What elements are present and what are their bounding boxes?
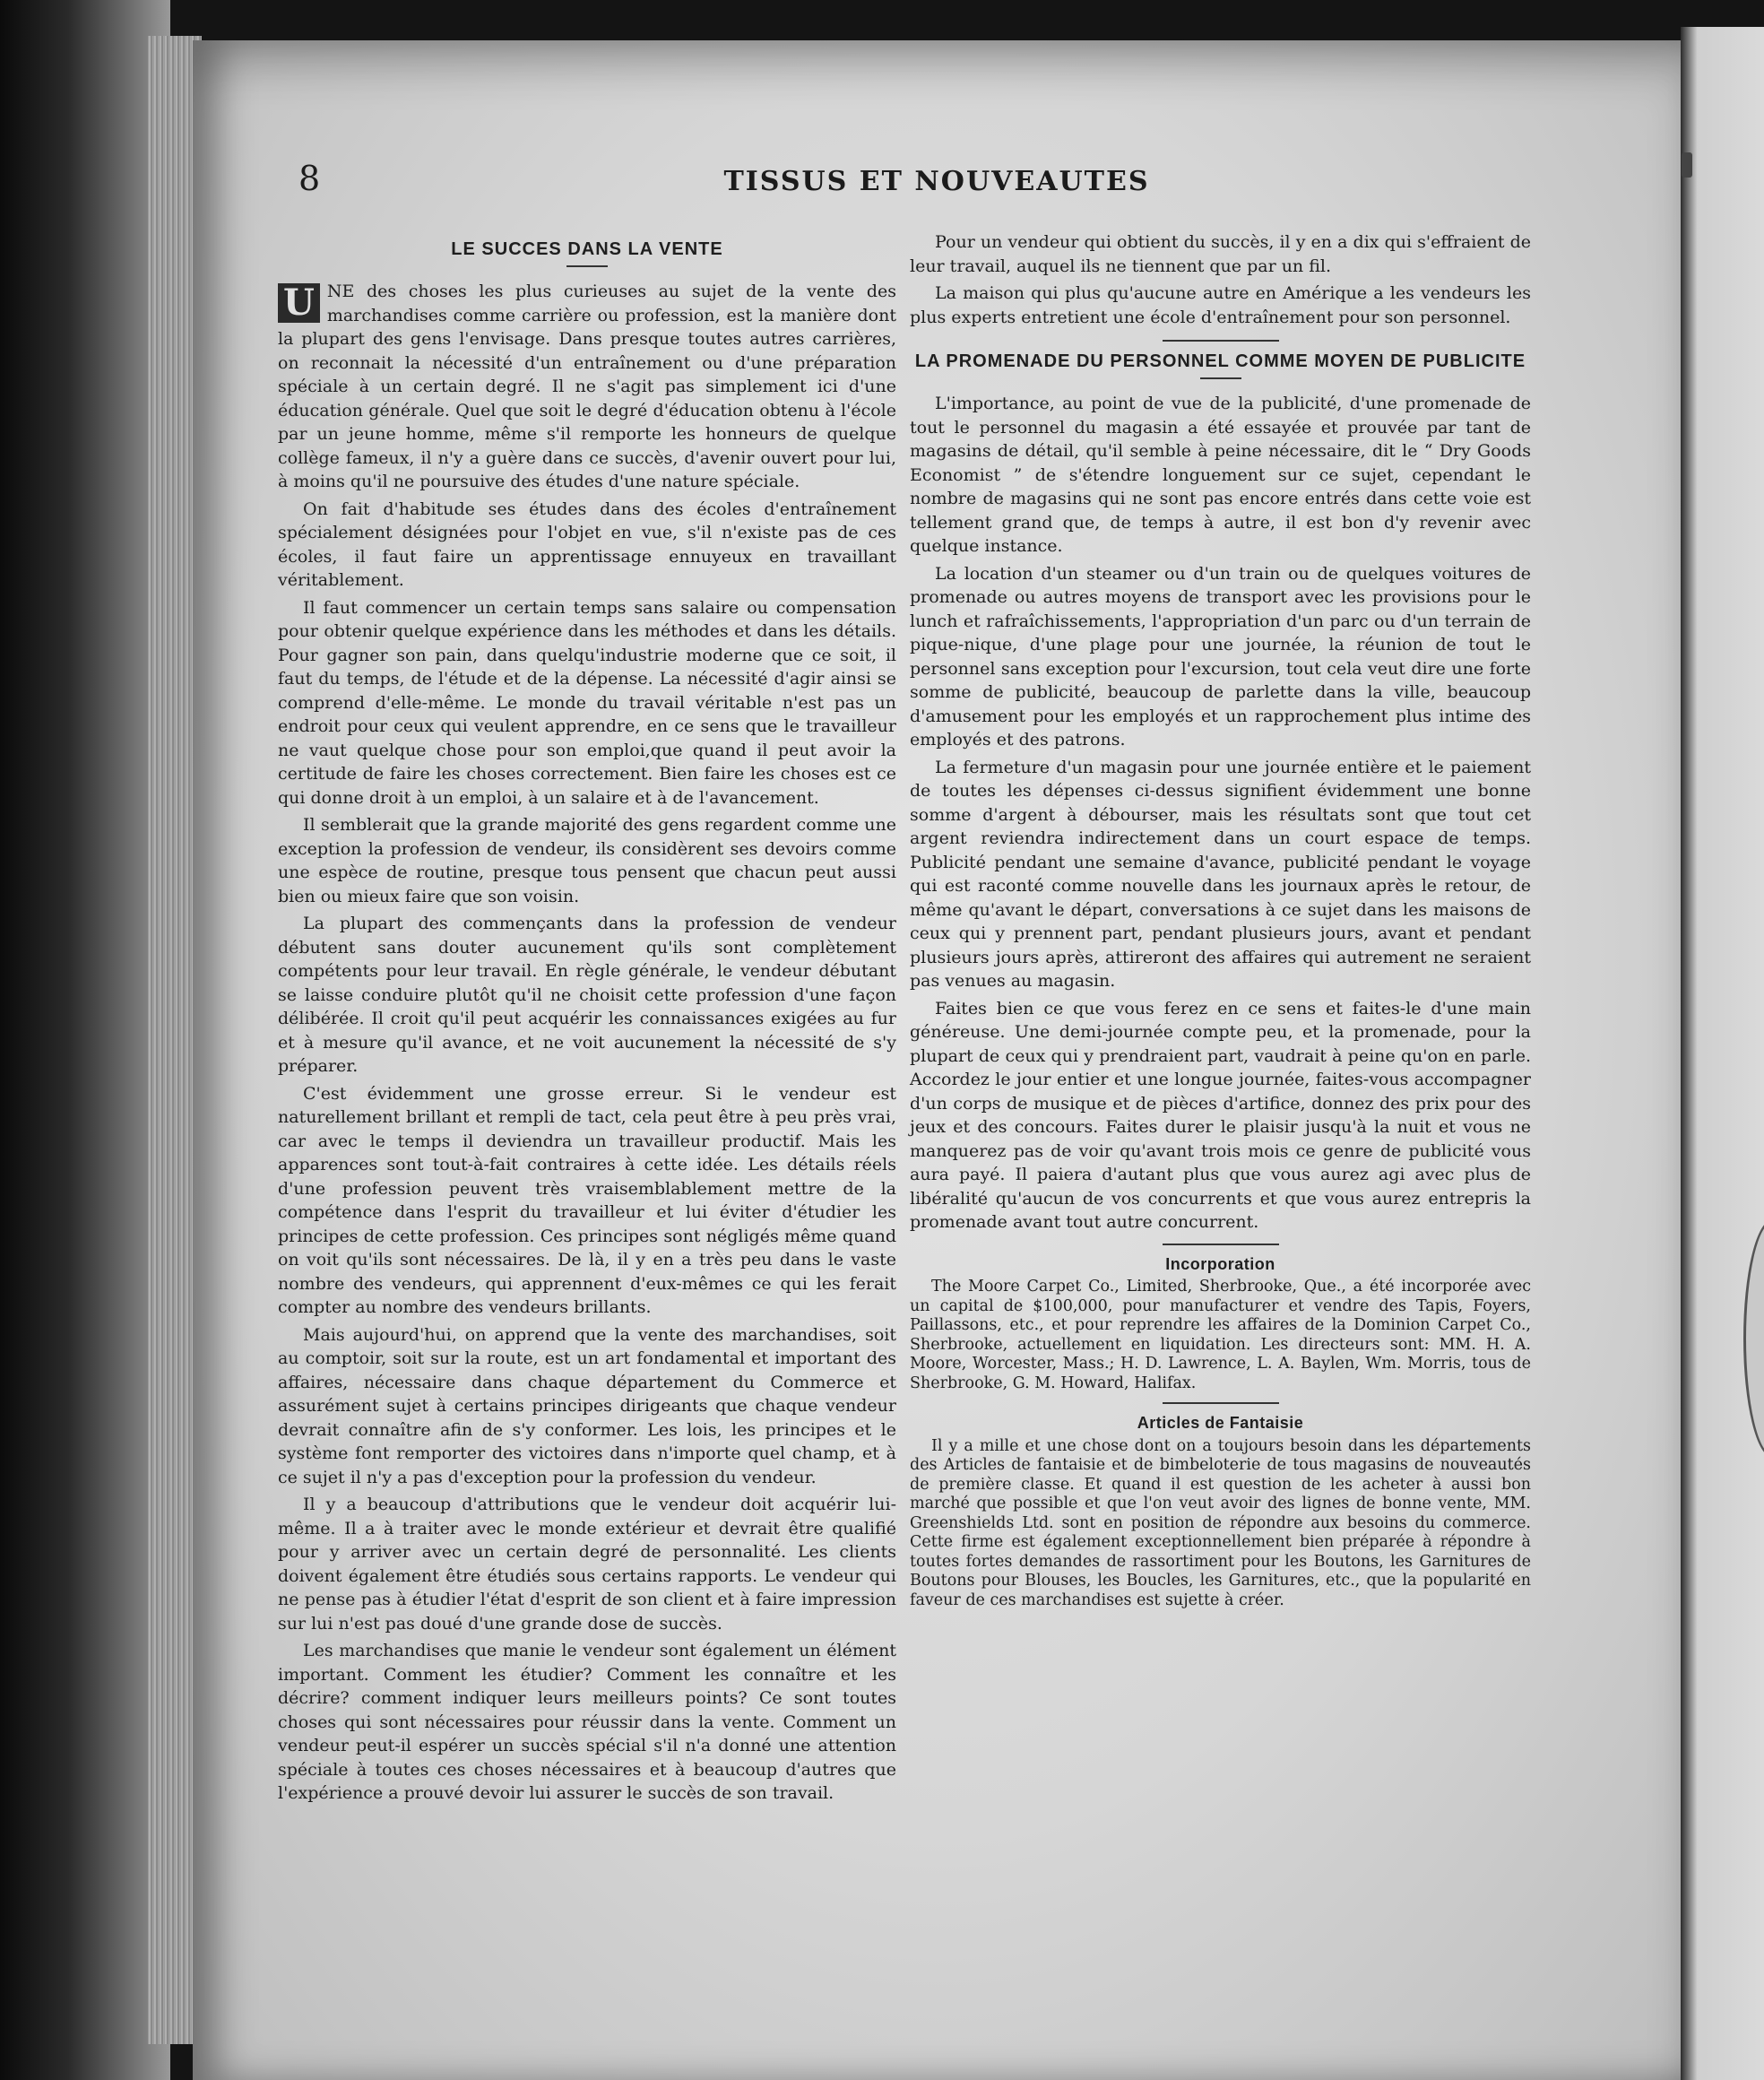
book-binding bbox=[0, 0, 170, 2080]
article-paragraph: C'est évidemment une grosse erreur. Si le vendeur est naturellement brillant et rempli de tact, cela peut être à peu près vrai, car avec le temps il deviendra un travailleur productif. Mais les apparences sont tout-à-fait contraires à cette idée. Les détails réels d'une profession peuvent très vraisemblablement mettre de la compétence dans l'esprit du travailleur et lui éviter d'étudier les principes de cette profession. Ces principes sont négligés même quand on voit qu'ils sont nécessaires. De là, il y en a très peu dans le vaste nombre des vendeurs, qui apprennent d'eux-mêmes ce qui les ferait compter au nombre des vendeurs brillants. bbox=[278, 1083, 896, 1317]
page-number: 8 bbox=[298, 159, 321, 198]
article-paragraph: Mais aujourd'hui, on apprend que la vente des marchandises, soit au comptoir, soit sur la route, est un art fondamental et important des affaires, nécessaire dans chaque département du Commerce et assurément sujet à certains principes dirigeants que chaque vendeur devrait connaître afin de s'y conformer. Les lois, les principes et le système font remporter des victoires dans n'importe quel champ, et à ce sujet il n'y a pas d'exception pour la profession du vendeur. bbox=[278, 1324, 896, 1487]
running-title: TISSUS ET NOUVEAUTES bbox=[723, 166, 1150, 197]
article-paragraph-continued: Les marchandises que manie le vendeur sont également un élément important. Comment les étudier? Comment les connaître et les décrire? comment indiquer leurs meilleurs points? Ce sont toutes choses qui sont nécessaires pour réussir dans la vente. Comment un vendeur peut-il espérer un succès spécial s'il n'a donné une attention spéciale à toutes ces choses nécessaires et à beaucoup d'autres que l'expérience a prouvé devoir lui assurer le succès de son travail. bbox=[278, 1641, 896, 1803]
article-paragraph: U NE des choses les plus curieuses au sujet de la vente des marchandises comme carrière ou profession, est la manière dont la plupart des gens l'envisage. Dans presque toutes autres carrières, on reconnait la nécessité d'un entraînement ou d'une préparation spéciale à un certain degré. Il ne s'agit pas simplement ici d'une éducation générale. Quel que soit le degré d'éducation obtenu à l'école par un jeune homme, même s'il remporte les honneurs de quelque collège fameux, il n'y a guère dans ce succès, d'avenir ouvert pour lui, à moins qu'il ne poursuive des études d'une nature spéciale. bbox=[278, 282, 896, 491]
article-paragraph: The Moore Carpet Co., Limited, Sherbrooke, Que., a été incorporée avec un capital de $100,000, pour manufacturer et vendre des Tapis, Foyers, Paillassons, etc., et pour reprendre les affaires de la Dominion Carpet Co., Sherbrooke, actuellement en liquidation. Les directeurs sont: MM. H. A. Moore, Worcester, Mass.; H. D. Lawrence, L. A. Baylen, Wm. Morris, tous de Sherbrooke, G. M. Howard, Halifax. bbox=[910, 1278, 1531, 1392]
article-title-fantaisie: Articles de Fantaisie bbox=[1137, 1414, 1304, 1432]
incorporation-notice bbox=[910, 1278, 1531, 1393]
article-title-promenade: LA PROMENADE DU PERSONNEL COMME MOYEN DE PUBLICITE bbox=[914, 351, 1526, 371]
article-paragraph: Il y a mille et une chose dont on a toujours besoin dans les départements des Articles de fantaisie et de bimbeloterie de tous magasins de nouveautés de première classe. Et quand il est question de les acheter à aussi bon marché que possible et que l'on veut avoir des lignes de bonne vente, MM. Greenshields Ltd. sont en position de répondre aux besoins du commerce. Cette firme est également exceptionnellement bien préparée à répondre à toutes fortes demandes de rassortiment pour les Boutons, les Garnitures de Boutons pour Blouses, les Boucles, les Garnitures, etc., que la popularité en faveur de ces marchandises est sujette à créer. bbox=[910, 1436, 1531, 1609]
title-rule bbox=[1200, 377, 1241, 379]
left-column bbox=[278, 233, 896, 1809]
article-paragraph: Pour un vendeur qui obtient du succès, il y en a dix qui s'effraient de leur travail, auquel ils ne tiennent que par un fil. bbox=[910, 232, 1531, 276]
section-rule bbox=[1163, 340, 1279, 342]
magazine-page bbox=[193, 40, 1681, 2080]
section-rule bbox=[1163, 1244, 1279, 1245]
article-paragraph: L'importance, au point de vue de la publicité, d'une promenade de tout le personnel du magasin a été essayée et prouvée par tant de magasins de détail, qu'il semble à peine nécessaire, dit le “ Dry Goods Economist ” de s'étendre longuement sur ce sujet, cependant le nombre de magasins qui ne sont pas encore entrés dans cette voie est tellement grand que, de temps à autre, il est bon d'y revenir avec quelque instance. bbox=[910, 394, 1531, 556]
adjacent-page-mark bbox=[1682, 152, 1692, 178]
title-rule bbox=[566, 265, 608, 267]
article-paragraph: La plupart des commençants dans la profession de vendeur débutent sans douter aucunement qu'ils sont complètement compétents pour leur travail. En règle générale, le vendeur débutant se laisse conduire plutôt qu'il ne choisit cette profession d'une façon délibérée. Il croit qu'il peut acquérir les connaissances exigées au fur et à mesure qu'il avance, et ne voit aucunement la nécessité de s'y préparer. bbox=[278, 914, 896, 1076]
article-paragraph: Faites bien ce que vous ferez en ce sens et faites-le d'une main généreuse. Une demi-journée compte peu, et la promenade, pour la plupart de ceux qui y prendraient part, vaudrait à peine qu'on en parle. Accordez le jour entier et une longue journée, faites-vous accompagner d'un corps de musique et de pièces d'artifice, donnez des prix pour des jeux et des concours. Faites durer le plaisir jusqu'à la nuit et vous ne manquerez pas de voir qu'avant trois mois ce genre de publicité vous aura payé. Il paiera d'autant plus que vous aurez agi avec plus de libéralité qu'aucun de vos concurrents et que vous aurez entrepris la promenade avant tout autre concurrent. bbox=[910, 998, 1531, 1232]
right-column bbox=[910, 230, 1531, 1610]
article-paragraph: Il faut commencer un certain temps sans salaire ou compensation pour obtenir quelque expérience dans les méthodes et dans les détails. Pour gagner son pain, dans quelqu'industrie moderne que ce soit, il faut du temps, de l'étude et de la dépense. La nécessité d'agir ainsi se comprend d'elle-même. Le monde du travail véritable n'est pas un endroit pour ceux qui veulent apprendre, en ce sens que le travailleur ne vaut quelque chose pour son emploi,que quand il peut avoir la certitude de faire les choses correctement. Bien faire les choses est ce qui donne droit à un emploi, à un salaire et à de l'avancement. bbox=[278, 597, 896, 808]
article-paragraph: Il y a beaucoup d'attributions que le vendeur doit acquérir lui-même. Il a à traiter avec le monde extérieur et devrait être qualifié pour y arriver avec un certain degré de personnalité. Les clients doivent également être étudiés sous certains rapports. Le vendeur qui ne pense pas à étudier l'état d'esprit de son client et à faire impression sur lui n'est pas doué d'une grande dose de succès. bbox=[278, 1495, 896, 1634]
adjacent-page bbox=[1681, 27, 1764, 2080]
drop-cap: U bbox=[278, 283, 320, 323]
article-title-incorporation: Incorporation bbox=[1165, 1254, 1275, 1273]
article-paragraph: Il semblerait que la grande majorité des gens regardent comme une exception la profession de vendeur, ils considèrent ses devoirs comme une espèce de routine, presque tous pensent que chacun peut aussi bien ou mieux faire que son voisin. bbox=[278, 815, 896, 906]
article-paragraph: On fait d'habitude ses études dans des écoles d'entraînement spécialement désignées pour l'objet en vue, s'il n'existe pas de ces écoles, il faut faire un apprentissage ennuyeux en travaillant véritablement. bbox=[278, 498, 896, 590]
fantaisie-notice bbox=[910, 1437, 1531, 1611]
article-paragraph: La fermeture d'un magasin pour une journée entière et le paiement de toutes les dépenses ci-dessus signifient évidemment une bonne somme d'argent à débourser, mais les résultats sont que tout cet argent reviendra indirectement dans un court espace de temps. Publicité pendant une semaine d'avance, publicité pendant le voyage qui est raconté comme nouvelle dans les journaux après le retour, de même qu'avant le départ, conversations à ce sujet dans les maisons de ceux qui y prennent part, pendant plusieurs jours, avant et pendant plusieurs jours après, attireront des affaires qui autrement ne seraient pas venues au magasin. bbox=[910, 757, 1531, 991]
article-paragraph: La maison qui plus qu'aucune autre en Amérique a les vendeurs les plus experts entretient une école d'entraînement pour son personnel. bbox=[910, 283, 1531, 327]
section-rule bbox=[1163, 1402, 1279, 1404]
article-title-succes: LE SUCCES DANS LA VENTE bbox=[451, 239, 723, 259]
article-paragraph: La location d'un steamer ou d'un train ou de quelques voitures de promenade ou autres moyens de transport avec les provisions pour le lunch et rafraîchissements, l'appropriation d'un parc ou d'un terrain de pique-nique, d'une plage pour une journée, la réunion de tout le personnel sans exception pour l'excursion, tout cela veut dire une forte somme de publicité, beaucoup de parlette dans la ville, beaucoup d'amusement pour les employés et un rapprochement plus intime des employés et des patrons. bbox=[910, 563, 1531, 750]
